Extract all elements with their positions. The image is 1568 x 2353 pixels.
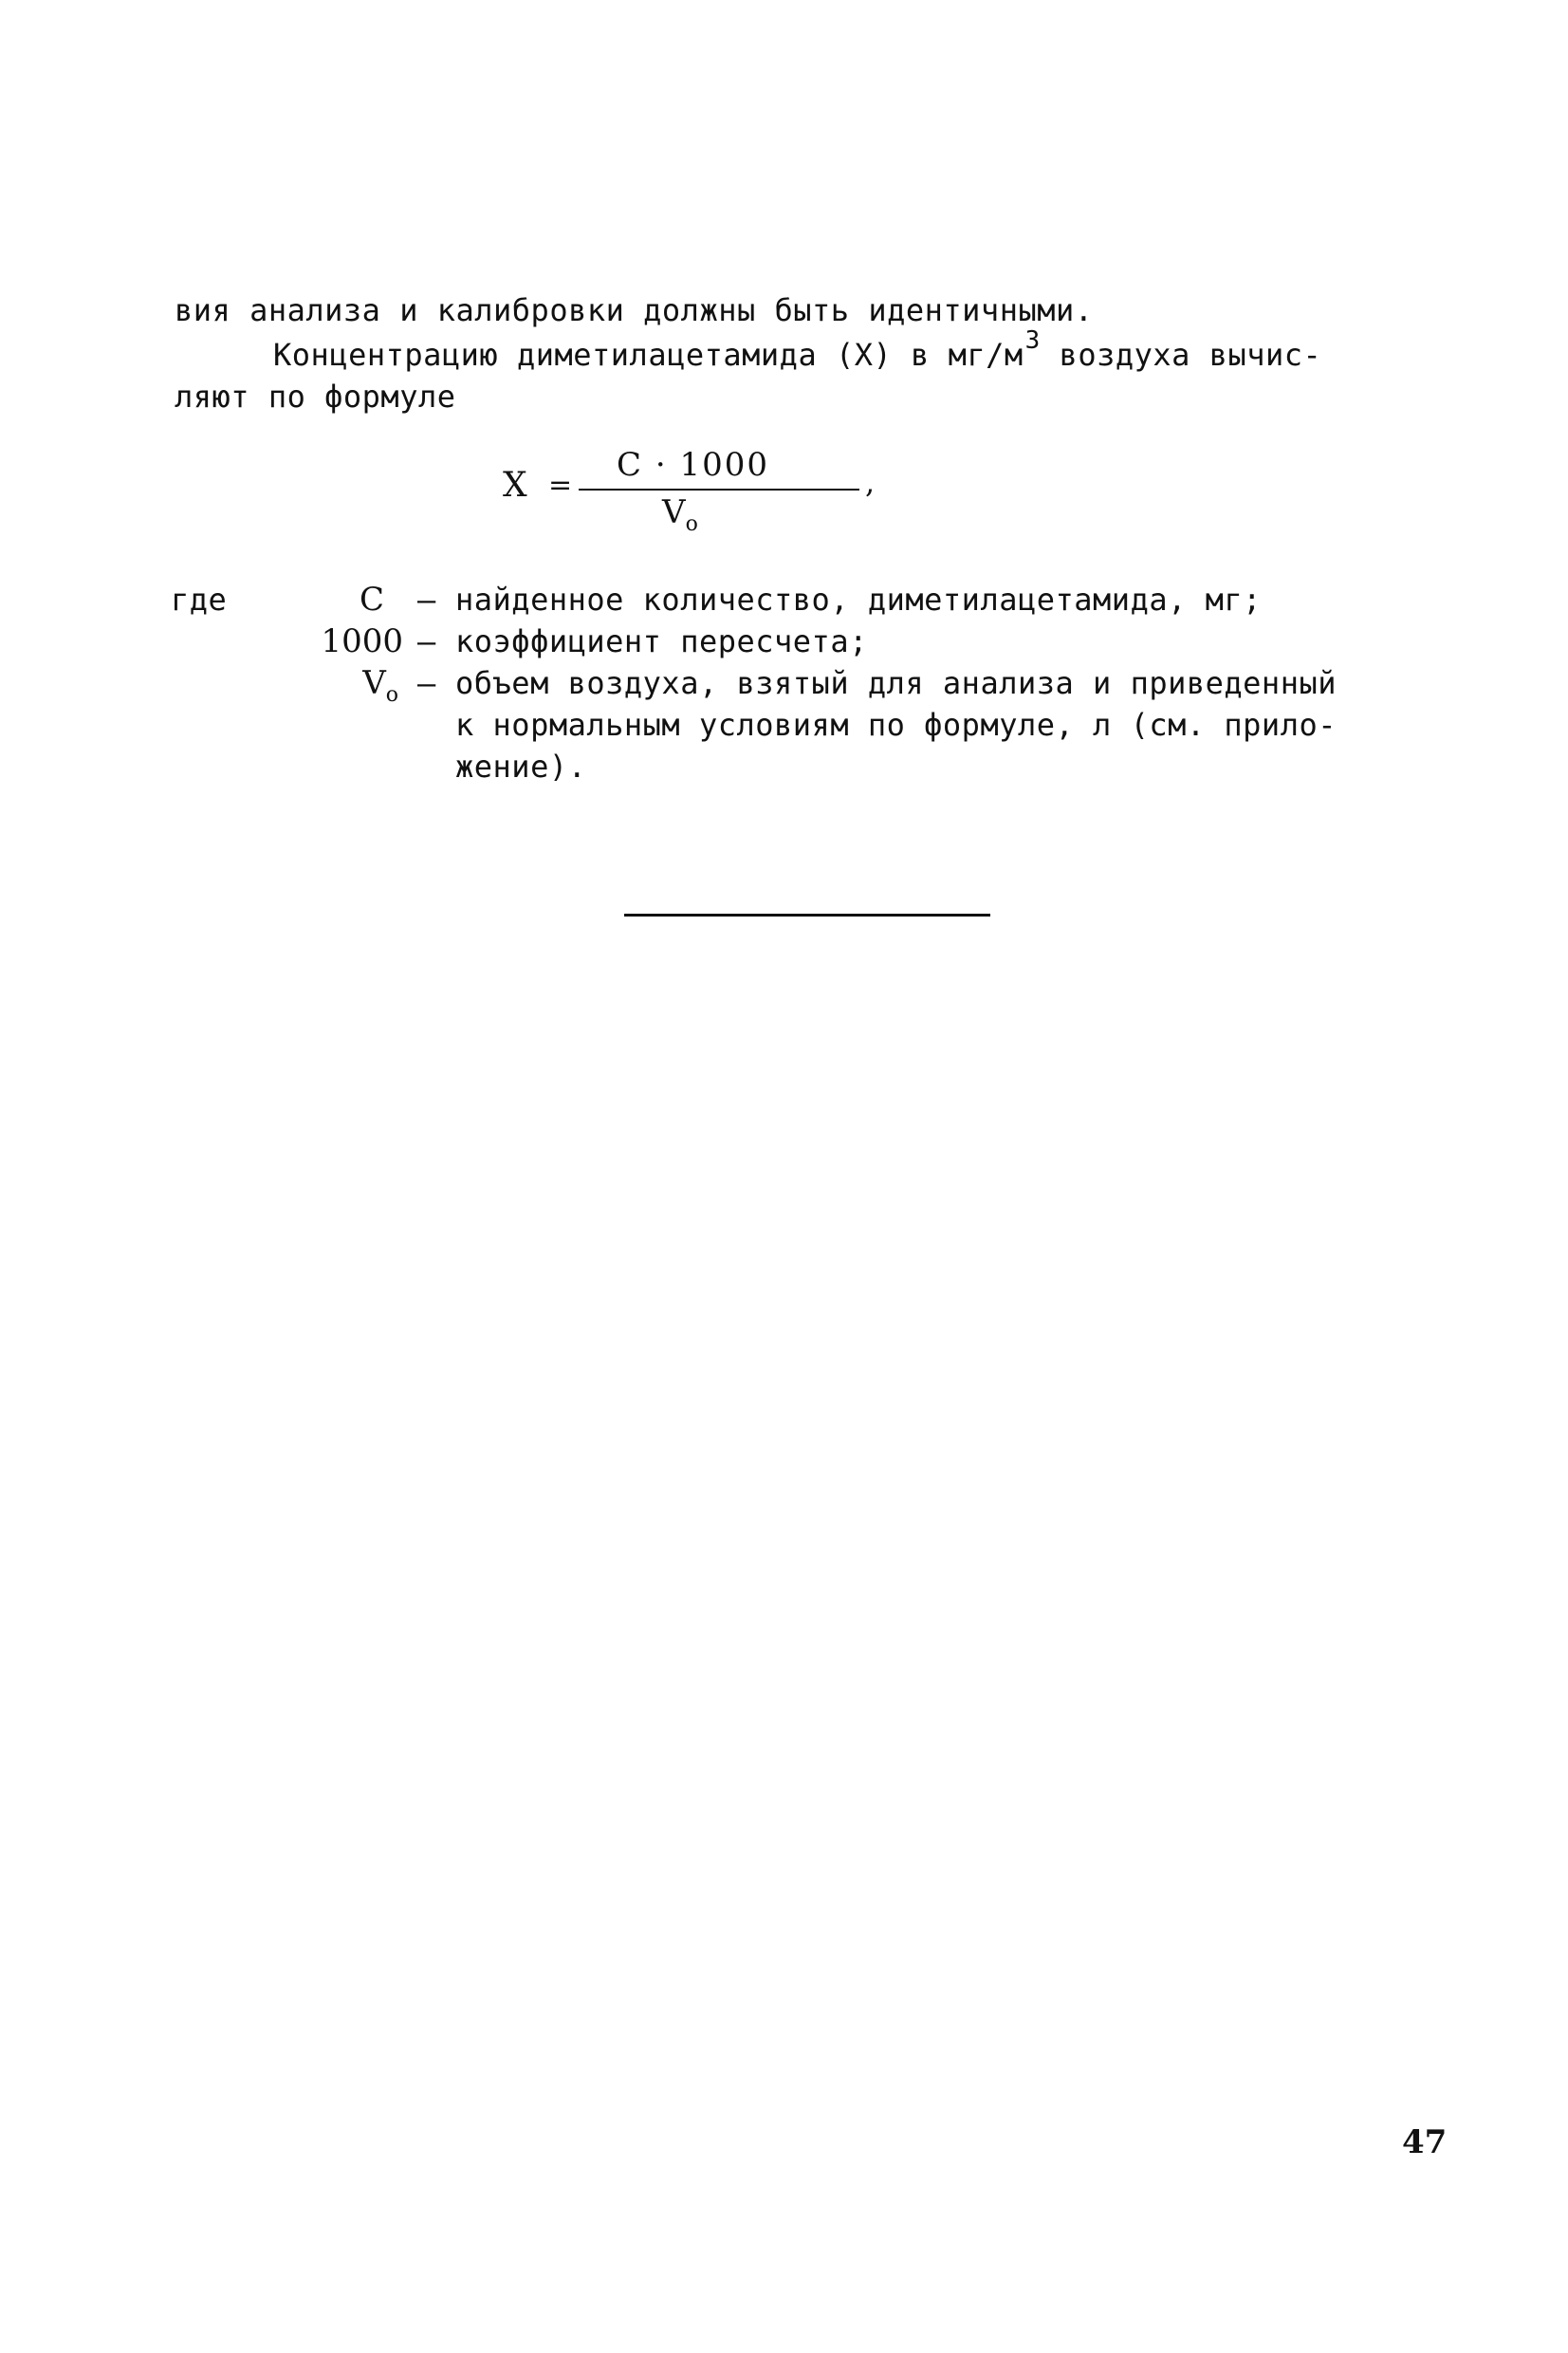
legend-text-3-line-2: к нормальным условиям по формуле, л (см. прило- bbox=[455, 707, 1337, 743]
formula-denominator-main: V bbox=[662, 493, 686, 531]
paragraph-line-1: вия анализа и калибровки должны быть идентичными. bbox=[175, 292, 1094, 328]
formula-comma: , bbox=[865, 464, 876, 500]
section-end-rule bbox=[624, 914, 990, 917]
paragraph-line-2-text: Концентрацию диметилацетамида (X) в мг/м bbox=[273, 337, 1024, 373]
legend-symbol-vo-main: V bbox=[362, 664, 386, 702]
where-label: где bbox=[171, 582, 228, 618]
page-number: 47 bbox=[1402, 2123, 1448, 2161]
paragraph-line-2-tail: воздуха вычис- bbox=[1040, 337, 1322, 373]
fraction-bar bbox=[579, 489, 859, 491]
formula bbox=[503, 446, 882, 550]
legend-symbol-1000: 1000 bbox=[321, 622, 403, 660]
legend-symbol-vo bbox=[285, 664, 398, 707]
formula-denominator-sub: o bbox=[685, 512, 698, 536]
legend-symbol-vo-sub: o bbox=[385, 683, 398, 707]
formula-denominator bbox=[662, 493, 698, 536]
legend-dash-1: – bbox=[417, 582, 436, 618]
legend-text-1: найденное количество, диметилацетамида, мг; bbox=[455, 582, 1262, 618]
legend-symbol-c: C bbox=[359, 581, 384, 619]
legend-text-3-line-3: жение). bbox=[455, 749, 587, 785]
paragraph-line-2 bbox=[273, 326, 1322, 377]
formula-equals: = bbox=[548, 469, 573, 502]
formula-numerator: C · 1000 bbox=[617, 446, 769, 484]
legend-dash-2: – bbox=[417, 623, 436, 659]
legend-text-3-line-1: объем воздуха, взятый для анализа и приведенный bbox=[455, 665, 1337, 701]
superscript-3: 3 bbox=[1024, 326, 1041, 355]
formula-lhs: X bbox=[503, 466, 527, 505]
paragraph-line-3: ляют по формуле bbox=[175, 379, 456, 415]
legend-text-2: коэффициент пересчета; bbox=[455, 623, 868, 659]
legend-dash-3: – bbox=[417, 665, 436, 701]
